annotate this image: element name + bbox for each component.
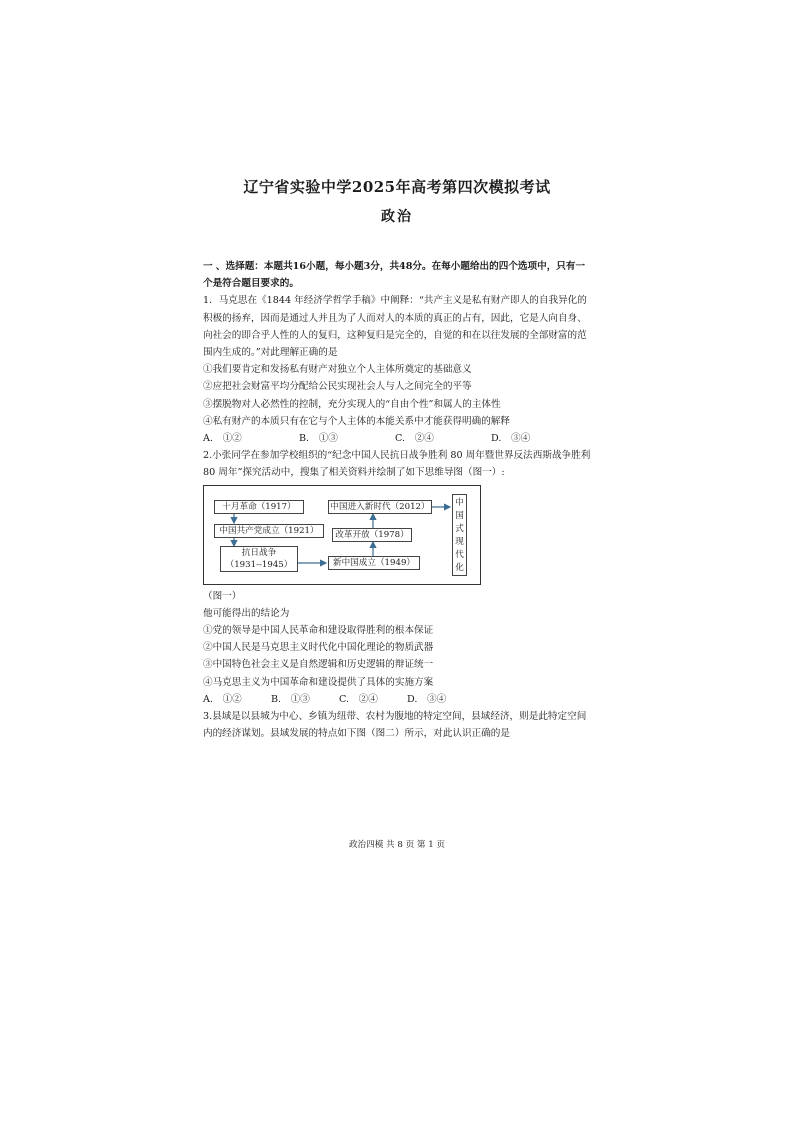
q2-options — [203, 691, 591, 708]
node-war-line-1: 抗日战争 — [241, 547, 277, 558]
q3-stem: 3.县域是以县城为中心、乡镇为纽带、农村为腹地的特定空间，县域经济，则是此特定空间内的经济谋划。县域发展的特点如下图（图二）所示，对此认识正确的是 — [203, 711, 587, 740]
exam-content — [203, 258, 591, 742]
mind-map-figure — [203, 485, 481, 585]
q1-item-1: ①我们要肯定和发扬私有财产对独立个人主体所奠定的基础意义 — [203, 364, 472, 376]
node-prc-founding: 新中国成立（1949） — [328, 556, 420, 570]
q2-option-d: D. ③④ — [407, 693, 447, 705]
q1-item-4: ④私有财产的本质只有在它与个人主体的本能关系中才能获得明确的解释 — [203, 415, 510, 427]
section-heading: 一 、选择题：本题共16小题，每小题3分，共48分。在每小题给出的四个选项中，只有一个是符合题目要求的。 — [203, 261, 586, 290]
q2-item-3: ③中国特色社会主义是自然逻辑和历史逻辑的辩证统一 — [203, 659, 434, 671]
q1-item-3: ③摆脱物对人必然性的控制，充分实现人的“自由个性”和属人的主体性 — [203, 398, 501, 410]
figure-caption: （图一） — [203, 590, 242, 602]
q1-option-a: A. ①② — [203, 433, 242, 445]
q2-stem: 2.小张同学在参加学校组织的“纪念中国人民抗日战争胜利 80 周年暨世界反法西斯战争胜利 80 周年”探究活动中，搜集了相关资料并绘制了如下思维导图（图一）: — [203, 450, 591, 479]
q1-stem: 1．马克思在《1844 年经济学哲学手稿》中阐释：“共产主义是私有财产即人的自我异化的积极的扬弃，因而是通过人并且为了人而对人的本质的真正的占有，因此，它是人向自身、向社会的即合乎人性的人的复归，这种复归是完全的，自觉的和在以往发展的全部财富的范围内生成的。”对此理解正确的是 — [203, 295, 587, 359]
q2-lead: 他可能得出的结论为 — [203, 607, 290, 619]
q2-option-a: A. ①② — [203, 693, 242, 705]
node-reform-opening: 改革开放（1978） — [332, 528, 412, 542]
node-chinese-modernization: 中国式现代化 — [452, 494, 467, 576]
q2-item-4: ④马克思主义为中国革命和建设提供了具体的实施方案 — [203, 676, 434, 688]
node-october-revolution: 十月革命（1917） — [214, 500, 304, 514]
page-footer: 政治四模 共 8 页 第 1 页 — [348, 840, 446, 850]
node-war-line-2: （1931--1945） — [225, 559, 293, 570]
q2-option-b: B. ①③ — [271, 693, 310, 705]
subject-title: 政治 — [381, 209, 413, 225]
q1-option-c: C. ②④ — [395, 433, 434, 445]
q1-option-b: B. ①③ — [299, 433, 338, 445]
node-anti-japanese-war — [220, 546, 298, 572]
exam-title: 辽宁省实验中学2025年高考第四次模拟考试 — [243, 178, 551, 196]
q1-option-d: D. ③④ — [491, 433, 531, 445]
q2-option-c: C. ②④ — [339, 693, 378, 705]
q2-item-2: ②中国人民是马克思主义时代化中国化理论的物质武器 — [203, 642, 434, 654]
node-cpc-founding: 中国共产党成立（1921） — [214, 524, 324, 538]
q1-options — [203, 430, 591, 447]
node-new-era: 中国进入新时代（2012） — [328, 500, 432, 514]
q2-item-1: ①党的领导是中国人民革命和建设取得胜利的根本保证 — [203, 625, 434, 637]
q1-item-2: ②应把社会财富平均分配给公民实现社会人与人之间完全的平等 — [203, 381, 472, 393]
